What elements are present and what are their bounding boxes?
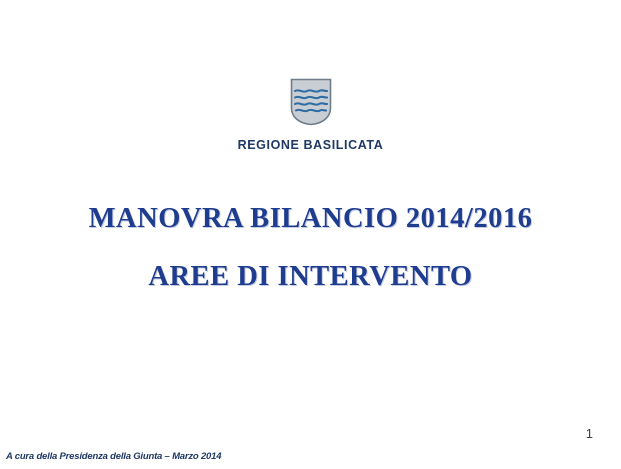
regione-basilicata-coat-of-arms-icon [290, 78, 332, 126]
page-title-line-1: MANOVRA BILANCIO 2014/2016 [88, 203, 533, 234]
page-number: 1 [585, 426, 593, 441]
page-title-line-2: AREE DI INTERVENTO [148, 260, 473, 292]
emblem-block [0, 78, 621, 152]
title-block [0, 205, 621, 291]
footer-credit-note: A cura della Presidenza della Giunta – Marzo 2014 [6, 451, 222, 462]
emblem-caption: REGIONE BASILICATA [237, 138, 384, 152]
